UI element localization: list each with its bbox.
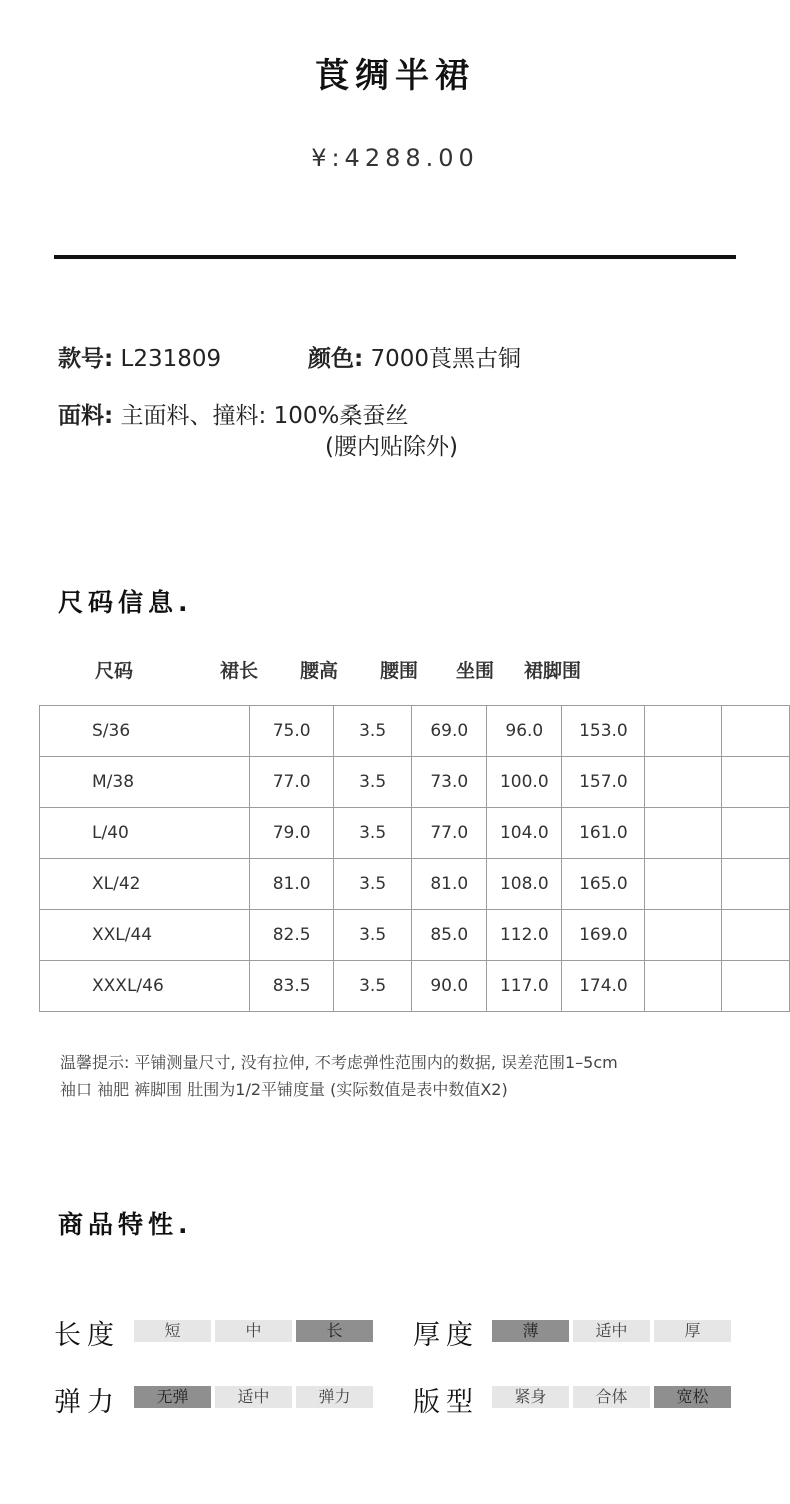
length-option-medium: 中 [215, 1320, 292, 1342]
table-cell: L/40 [40, 808, 250, 859]
table-cell: 79.0 [250, 808, 334, 859]
table-cell: 117.0 [487, 961, 562, 1012]
column-header-skirt-length: 裙长 [220, 660, 259, 682]
column-header-waist-height: 腰高 [300, 660, 339, 682]
thickness-label: 厚度 [413, 1320, 479, 1351]
table-cell: 90.0 [412, 961, 487, 1012]
fabric-info [58, 397, 408, 430]
thickness-option-thin: 薄 [492, 1320, 569, 1342]
table-cell: 157.0 [562, 757, 645, 808]
style-number [58, 340, 221, 373]
length-option-short: 短 [134, 1320, 211, 1342]
column-header-hip: 坐围 [456, 660, 495, 682]
features-section-title: 商品特性. [58, 1210, 193, 1239]
table-cell: 82.5 [250, 910, 334, 961]
table-cell [722, 910, 790, 961]
fabric-note: (腰内贴除外) [325, 434, 458, 460]
thickness-option-thick: 厚 [654, 1320, 731, 1342]
table-cell: M/38 [40, 757, 250, 808]
elasticity-option-medium: 适中 [215, 1386, 292, 1408]
table-cell [722, 961, 790, 1012]
table-cell: XL/42 [40, 859, 250, 910]
table-row [40, 706, 790, 757]
table-cell: 3.5 [333, 757, 411, 808]
table-cell: 100.0 [487, 757, 562, 808]
size-section-title: 尺码信息. [58, 588, 193, 617]
table-cell: XXL/44 [40, 910, 250, 961]
length-label: 长度 [54, 1320, 120, 1351]
table-cell: 104.0 [487, 808, 562, 859]
column-header-hem: 裙脚围 [524, 660, 582, 682]
table-row [40, 910, 790, 961]
table-cell: 3.5 [333, 961, 411, 1012]
color-value: 7000莨黑古铜 [370, 346, 522, 372]
table-cell: XXXL/46 [40, 961, 250, 1012]
table-cell [722, 859, 790, 910]
table-cell [722, 808, 790, 859]
fit-label: 版型 [413, 1387, 479, 1418]
fit-option-regular: 合体 [573, 1386, 650, 1408]
table-cell: 174.0 [562, 961, 645, 1012]
table-cell: 73.0 [412, 757, 487, 808]
fit-option-tight: 紧身 [492, 1386, 569, 1408]
table-cell: 3.5 [333, 859, 411, 910]
style-label: 款号: [58, 346, 114, 372]
table-cell: 75.0 [250, 706, 334, 757]
table-row [40, 757, 790, 808]
table-cell: 108.0 [487, 859, 562, 910]
thickness-option-medium: 适中 [573, 1320, 650, 1342]
product-title: 莨绸半裙 [315, 56, 475, 96]
table-row [40, 808, 790, 859]
measurement-note-line-2: 袖口 袖肥 裤脚围 肚围为1/2平铺度量 (实际数值是表中数值X2) [60, 1080, 508, 1099]
color-info [308, 340, 521, 373]
table-cell: 96.0 [487, 706, 562, 757]
color-label: 颜色: [308, 346, 364, 372]
table-cell: 153.0 [562, 706, 645, 757]
length-option-long: 长 [296, 1320, 373, 1342]
product-price: ¥:4288.00 [311, 144, 479, 172]
table-cell: 69.0 [412, 706, 487, 757]
table-cell: 77.0 [412, 808, 487, 859]
table-cell: 165.0 [562, 859, 645, 910]
table-row [40, 859, 790, 910]
column-header-size: 尺码 [95, 660, 134, 682]
table-cell: 112.0 [487, 910, 562, 961]
table-cell: 85.0 [412, 910, 487, 961]
elasticity-option-none: 无弹 [134, 1386, 211, 1408]
style-value: L231809 [120, 346, 222, 372]
table-cell: 77.0 [250, 757, 334, 808]
table-cell: 3.5 [333, 910, 411, 961]
elasticity-label: 弹力 [54, 1387, 120, 1418]
table-cell: S/36 [40, 706, 250, 757]
measurement-note-line-1: 温馨提示: 平铺测量尺寸, 没有拉伸, 不考虑弹性范围内的数据, 误差范围1–5cm [60, 1053, 618, 1072]
fabric-label: 面料: [58, 403, 114, 429]
table-row [40, 961, 790, 1012]
column-header-waist: 腰围 [380, 660, 419, 682]
table-cell [722, 706, 790, 757]
table-cell [645, 706, 722, 757]
table-cell: 81.0 [250, 859, 334, 910]
table-cell [645, 859, 722, 910]
table-cell [722, 757, 790, 808]
table-cell: 169.0 [562, 910, 645, 961]
table-cell [645, 961, 722, 1012]
size-table [39, 705, 790, 1012]
fit-option-loose: 宽松 [654, 1386, 731, 1408]
table-cell: 3.5 [333, 706, 411, 757]
divider-line [54, 255, 736, 259]
table-cell: 81.0 [412, 859, 487, 910]
elasticity-option-stretch: 弹力 [296, 1386, 373, 1408]
table-cell [645, 910, 722, 961]
table-cell: 3.5 [333, 808, 411, 859]
table-cell [645, 808, 722, 859]
table-cell [645, 757, 722, 808]
fabric-value: 主面料、撞料: 100%桑蚕丝 [120, 403, 409, 429]
table-cell: 161.0 [562, 808, 645, 859]
table-cell: 83.5 [250, 961, 334, 1012]
